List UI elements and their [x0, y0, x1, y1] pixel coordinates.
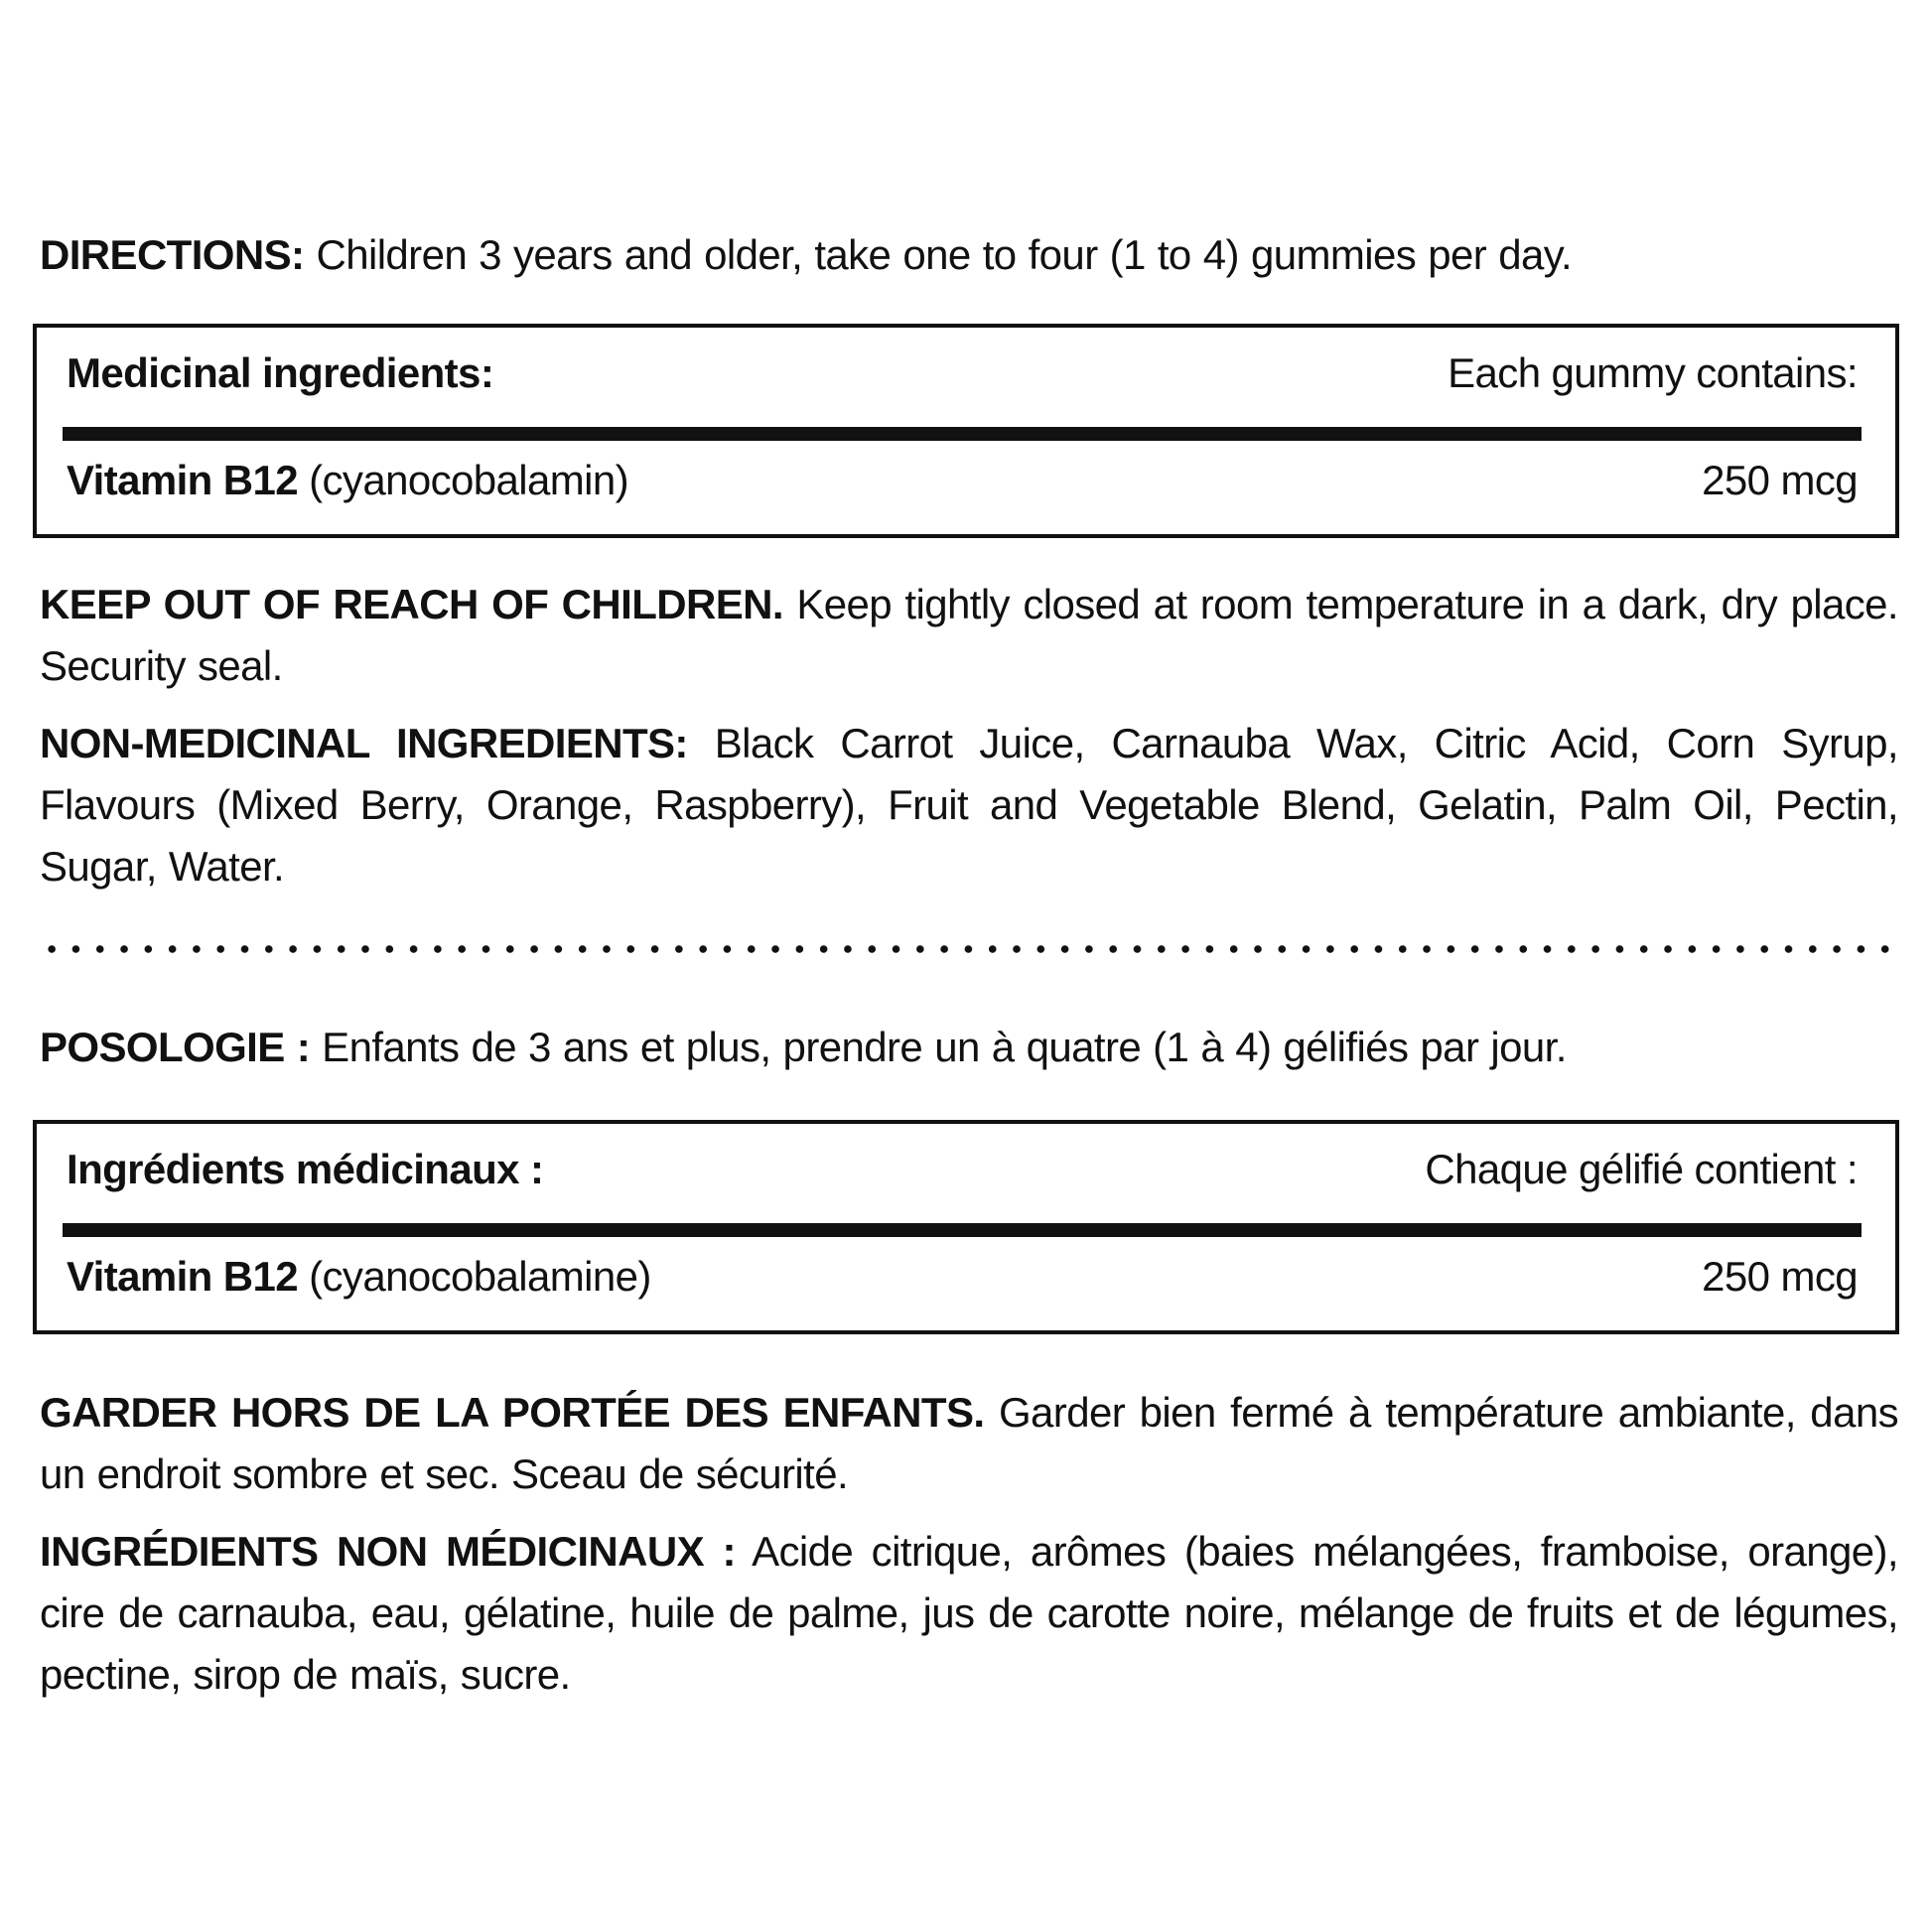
medicinal-header-fr: Ingrédients médicinaux :	[67, 1146, 544, 1192]
non-medicinal-en-text: Black Carrot Juice, Carnauba Wax, Citric Acid, Corn Syrup, Flavours (Mixed Berry, Orange, Raspberry), Fruit and Vegetable Blend, Gelatin, Palm Oil, Pectin, Sugar, Water.	[40, 720, 1898, 890]
medicinal-row-en	[67, 457, 1858, 504]
storage-en-label: KEEP OUT OF REACH OF CHILDREN.	[40, 581, 783, 627]
ingredient-amount-fr: 250 mcg	[1702, 1253, 1858, 1300]
non-medicinal-en-label: NON-MEDICINAL INGREDIENTS:	[40, 720, 688, 766]
table-rule-en	[63, 427, 1862, 441]
non-medicinal-fr	[40, 1521, 1898, 1706]
directions-en-text: Children 3 years and older, take one to four (1 to 4) gummies per day.	[304, 231, 1573, 278]
storage-fr	[40, 1382, 1898, 1505]
medicinal-table-en	[33, 324, 1899, 538]
directions-en	[40, 224, 1898, 286]
ingredient-name-en: Vitamin B12	[67, 457, 299, 503]
storage-fr-label: GARDER HORS DE LA PORTÉE DES ENFANTS.	[40, 1389, 985, 1436]
ingredient-amount-en: 250 mcg	[1702, 457, 1858, 503]
storage-en	[40, 574, 1898, 697]
ingredient-detail-en: (cyanocobalamin)	[298, 457, 629, 503]
per-gummy-header-fr: Chaque gélifié contient :	[1425, 1146, 1858, 1192]
ingredient-cell-fr	[67, 1253, 651, 1301]
ingredient-name-fr: Vitamin B12	[67, 1253, 299, 1300]
medicinal-table-en-header	[67, 349, 1858, 397]
medicinal-row-fr	[67, 1253, 1858, 1301]
directions-fr-text: Enfants de 3 ans et plus, prendre un à quatre (1 à 4) gélifiés par jour.	[310, 1024, 1567, 1070]
medicinal-table-fr	[33, 1120, 1899, 1334]
medicinal-header-en: Medicinal ingredients:	[67, 349, 494, 396]
table-rule-fr	[63, 1223, 1862, 1237]
per-gummy-header-en: Each gummy contains:	[1448, 349, 1858, 396]
non-medicinal-en	[40, 713, 1898, 897]
dotted-separator	[40, 944, 1898, 954]
storage-fr-text: Garder bien fermé à température ambiante, dans un endroit sombre et sec. Sceau de sécurité.	[40, 1389, 1898, 1497]
directions-fr-label: POSOLOGIE :	[40, 1024, 311, 1070]
directions-fr	[40, 1017, 1898, 1078]
storage-en-text: Keep tightly closed at room temperature in a dark, dry place. Security seal.	[40, 581, 1898, 689]
medicinal-table-fr-header	[67, 1146, 1858, 1193]
ingredient-cell-en	[67, 457, 628, 504]
non-medicinal-fr-text: Acide citrique, arômes (baies mélangées, framboise, orange), cire de carnauba, eau, gélatine, huile de palme, jus de carotte noire, mélange de fruits et de légumes, pectine, sirop de maïs, sucre.	[40, 1528, 1898, 1698]
ingredient-detail-fr: (cyanocobalamine)	[298, 1253, 651, 1300]
non-medicinal-fr-label: INGRÉDIENTS NON MÉDICINAUX :	[40, 1528, 736, 1575]
directions-en-label: DIRECTIONS:	[40, 231, 305, 278]
